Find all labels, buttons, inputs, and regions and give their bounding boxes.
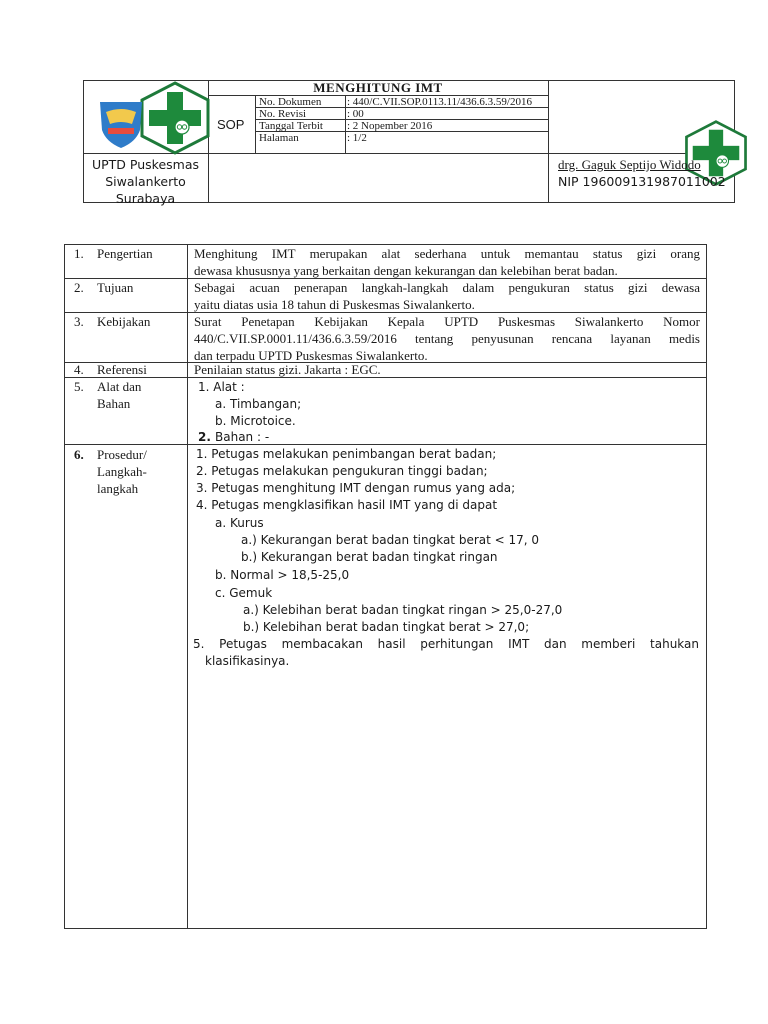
institution-name: UPTD Puskesmas Siwalankerto Surabaya (91, 157, 200, 206)
row-label: Referensi (97, 362, 147, 377)
row-number: 5. (74, 379, 84, 394)
row-content: Sebagai acuan penerapan langkah-langkah dalam pengukuran status gizi dewasa yaitu diatas usia 18 tahun di Puskesmas Siwalankerto. (194, 280, 700, 312)
meta-label-halaman: Halaman (259, 132, 299, 144)
list-item: Bahan : - (215, 430, 270, 444)
row-label: Kebijakan (97, 314, 151, 329)
meta-value-halaman: : 1/2 (347, 132, 367, 144)
list-item: b. Normal > 18,5-25,0 (215, 568, 350, 582)
row-content: Menghitung IMT merupakan alat sederhana untuk memantau status gizi orang dewasa khususnya yang berkaitan dengan kekurangan dan kelebihan berat badan. (194, 246, 700, 278)
meta-value-tanggal: : 2 Nopember 2016 (347, 120, 433, 132)
list-item: c. Gemuk (215, 586, 273, 600)
list-item: b.) Kelebihan berat badan tingkat berat > 27,0; (243, 620, 530, 634)
list-item: 3. Petugas menghitung IMT dengan rumus yang ada; (196, 481, 516, 495)
puskesmas-logo-left (137, 80, 213, 156)
list-item: a. Kurus (215, 516, 264, 530)
meta-value-dokumen: : 440/C.VII.SOP.0113.11/436.6.3.59/2016 (347, 96, 532, 108)
list-item: a.) Kekurangan berat badan tingkat berat < 17, 0 (241, 533, 540, 547)
row-label: Tujuan (97, 280, 134, 295)
signatory-nip: NIP 196009131987011002 (558, 174, 726, 189)
list-item: 1. Alat : (198, 380, 245, 394)
list-item: b.) Kekurangan berat badan tingkat ringan (241, 550, 498, 564)
list-item-number: 2. (198, 430, 211, 444)
page-title: MENGHITUNG IMT (313, 80, 443, 95)
row-label: Alat dan Bahan (97, 379, 142, 411)
list-item: 4. Petugas mengklasifikan hasil IMT yang di dapat (196, 498, 498, 512)
list-item: a.) Kelebihan berat badan tingkat ringan > 25,0-27,0 (243, 603, 563, 617)
list-item: b. Microtoice. (215, 414, 296, 428)
row-number: 4. (74, 362, 84, 377)
row-number: 1. (74, 246, 84, 261)
row-label: Prosedur/ Langkah- langkah (97, 447, 147, 496)
meta-label-tanggal: Tanggal Terbit (259, 120, 323, 132)
row-number: 3. (74, 314, 84, 329)
list-item: klasifikasinya. (205, 654, 290, 668)
surabaya-crest (96, 98, 146, 150)
row-number: 6. (74, 447, 84, 462)
row-content: Penilaian status gizi. Jakarta : EGC. (194, 362, 381, 377)
meta-label-dokumen: No. Dokumen (259, 96, 322, 108)
signatory-name: drg. Gaguk Septijo Widodo (558, 157, 701, 172)
meta-label-revisi: No. Revisi (259, 108, 307, 120)
list-item: 5. Petugas membacakan hasil perhitungan IMT dan memberi tahukan (193, 637, 699, 651)
list-item: 1. Petugas melakukan penimbangan berat badan; (196, 447, 497, 461)
row-content: Surat Penetapan Kebijakan Kepala UPTD Puskesmas Siwalankerto Nomor 440/C.VII.SP.0001.11/436.6.3.59/2016 tentang penyusunan rencana layanan medis dan terpadu UPTD Puskesmas Siwalankerto. (194, 314, 700, 363)
sop-label: SOP (217, 117, 245, 132)
meta-value-revisi: : 00 (347, 108, 364, 120)
list-item: 2. Petugas melakukan pengukuran tinggi badan; (196, 464, 488, 478)
list-item: a. Timbangan; (215, 397, 302, 411)
row-label: Pengertian (97, 246, 153, 261)
row-number: 2. (74, 280, 84, 295)
